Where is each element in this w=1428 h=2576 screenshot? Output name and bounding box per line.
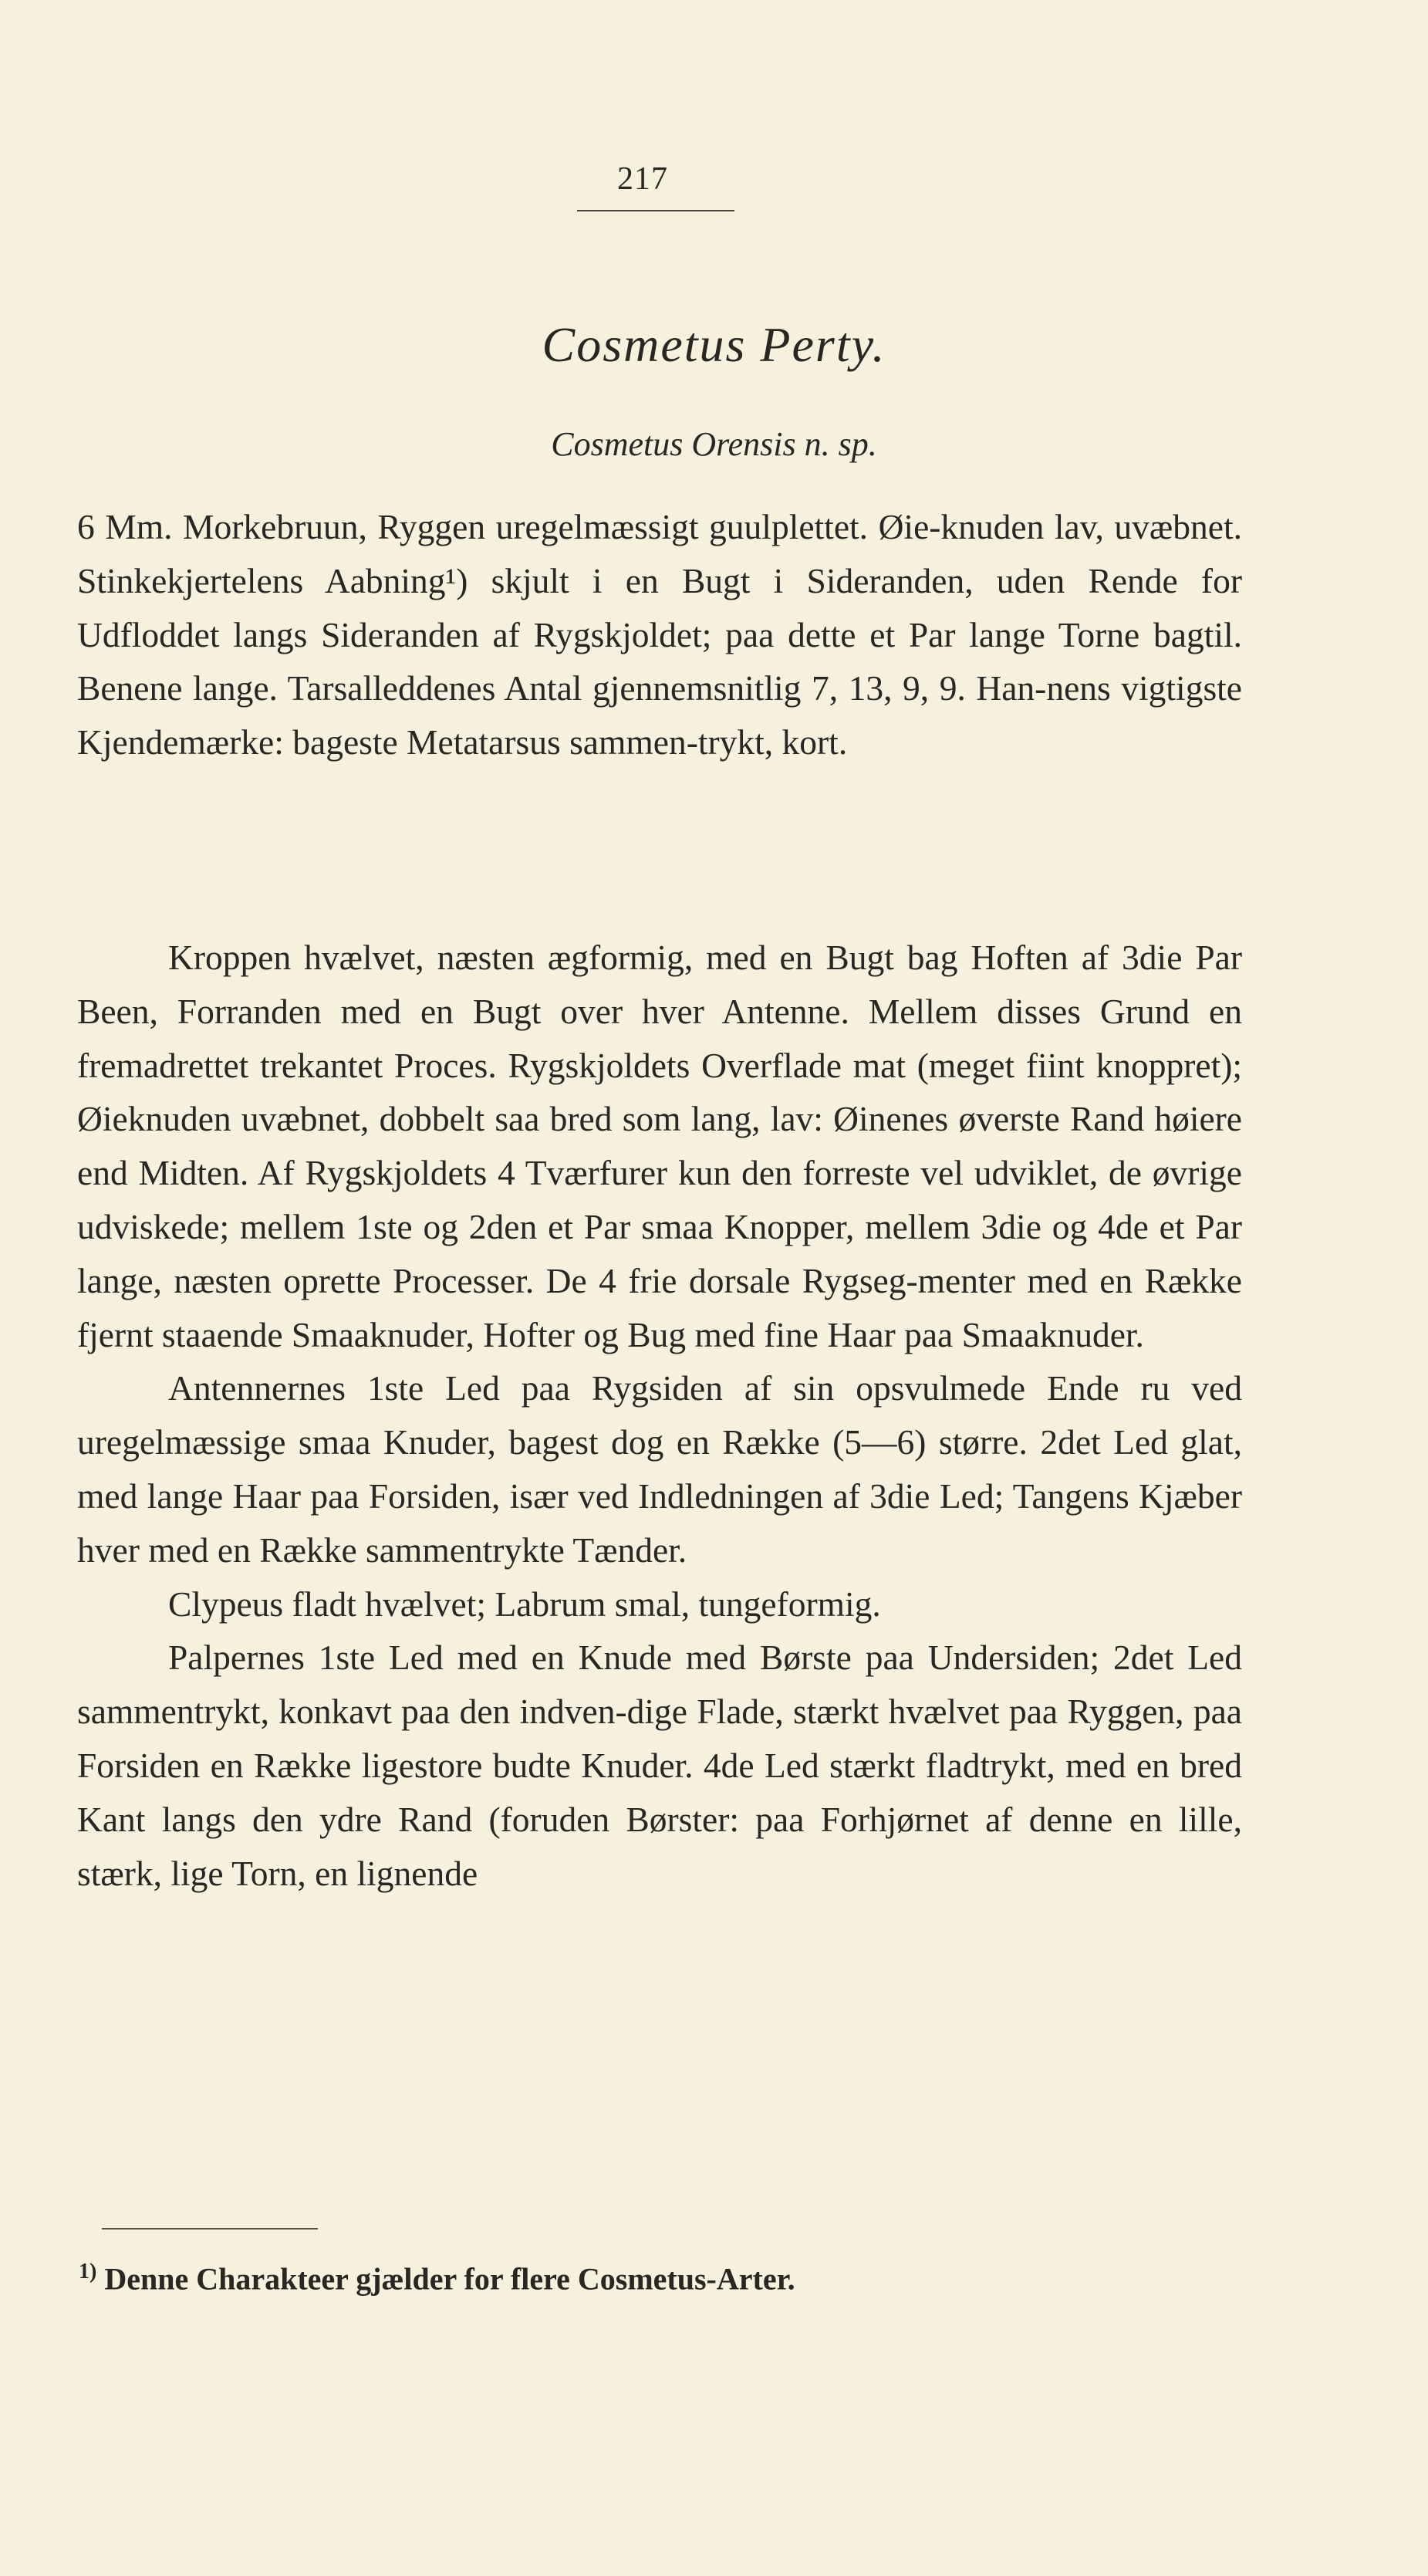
page-number-rule [577,210,734,211]
footnote-rule [102,2228,318,2229]
paragraph-clypeus: Clypeus fladt hvælvet; Labrum smal, tungeformig. [168,1584,881,1624]
paragraph-diagnosis: 6 Mm. Morkebruun, Ryggen uregelmæssigt guulplettet. Øie-knuden lav, uvæbnet. Stinkekjertelens Aabning¹) skjult i en Bugt i Sideranden, uden Rende for Udfloddet langs Sideranden af Rygskjoldet; paa dette et Par lange Torne bagtil. Benene lange. Tarsalleddenes Antal gjennemsnitlig 7, 13, 9, 9. Han-nens vigtigste Kjendemærke: bageste Metatarsus sammen-trykt, kort. [77,507,1242,762]
page-number: 217 [617,161,668,197]
detailed-description-block [77,931,1242,1900]
footnote-text: Denne Charakteer gjælder for flere Cosmetus-Arter. [104,2261,795,2297]
species-title: Cosmetus Orensis n. sp. [551,425,877,463]
paragraph-body: Kroppen hvælvet, næsten ægformig, med en Bugt bag Hoften af 3die Par Been, Forranden med en Bugt over hver Antenne. Mellem disses Grund en fremadrettet trekantet Proces. Rygskjoldets Overflade mat (meget fiint knoppret); Øieknuden uvæbnet, dobbelt saa bred som lang, lav: Øinenes øverste Rand høiere end Midten. Af Rygskjoldets 4 Tværfurer kun den forreste vel udviklet, de øvrige udviskede; mellem 1ste og 2den et Par smaa Knopper, mellem 3die og 4de et Par lange, næsten oprette Processer. De 4 frie dorsale Rygseg-menter med en Række fjernt staaende Smaaknuder, Hofter og Bug med fine Haar paa Smaaknuder. [77,938,1242,1354]
footnote [79,2260,795,2297]
description-block [77,500,1242,769]
paragraph-palps: Palpernes 1ste Led med en Knude med Børste paa Undersiden; 2det Led sammentrykt, konkavt paa den indven-dige Flade, stærkt hvælvet paa Ryggen, paa Forsiden en Række ligestore budte Knuder. 4de Led stærkt fladtrykt, med en bred Kant langs den ydre Rand (foruden Børster: paa Forhjørnet af denne en lille, stærk, lige Torn, en lignende [77,1638,1242,1893]
paragraph-antennae: Antennernes 1ste Led paa Rygsiden af sin opsvulmede Ende ru ved uregelmæssige smaa Knuder, bagest dog en Række (5—6) større. 2det Led glat, med lange Haar paa Forsiden, især ved Indledningen af 3die Led; Tangens Kjæber hver med en Række sammentrykte Tænder. [77,1368,1242,1570]
genus-title: Cosmetus Perty. [542,317,886,372]
footnote-marker: 1) [79,2260,97,2284]
